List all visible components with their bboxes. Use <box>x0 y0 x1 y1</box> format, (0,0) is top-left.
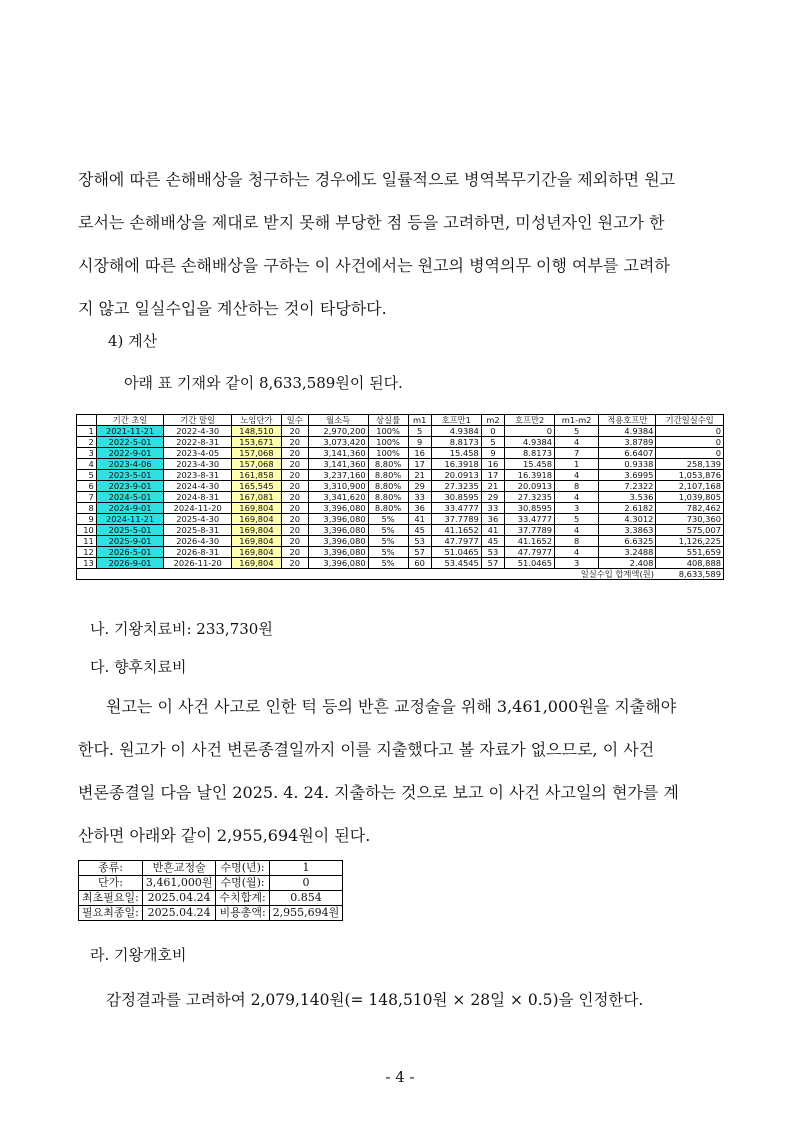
table-cell: 2021-11-21 <box>96 426 164 437</box>
table-cell: 2026-4-30 <box>164 536 232 547</box>
table-cell: 6.6407 <box>599 448 656 459</box>
table-cell: 2025-5-01 <box>96 525 164 536</box>
table-cell: 1 <box>555 459 599 470</box>
table-cell: 4 <box>555 525 599 536</box>
text-line: 원고는 이 사건 사고로 인한 턱 등의 반흔 교정술을 위해 3,461,000원을 지출해야 <box>106 697 677 716</box>
table-cell: 0 <box>656 426 724 437</box>
table-cell: 169,804 <box>231 558 281 569</box>
table-cell: 2024-11-20 <box>164 503 232 514</box>
table-cell: 5 <box>555 514 599 525</box>
section-da: 다. 향후치료비 <box>90 658 187 676</box>
table-cell: 258,139 <box>656 459 724 470</box>
table-cell: 2026-5-01 <box>96 547 164 558</box>
table-row <box>77 481 724 492</box>
table-cell: 8.80% <box>368 470 408 481</box>
table-cell: 3,396,080 <box>308 558 368 569</box>
col-header: 상실률 <box>368 415 408 426</box>
table-cell: 2023-4-30 <box>164 459 232 470</box>
table-cell: 20 <box>281 459 308 470</box>
table-row <box>77 459 724 470</box>
col-header: 호프만1 <box>431 415 481 426</box>
table-cell: 0 <box>481 426 504 437</box>
table-cell: 30.8595 <box>505 503 555 514</box>
table-cell: 20 <box>281 525 308 536</box>
table-row <box>79 861 343 876</box>
table-cell: 169,804 <box>231 514 281 525</box>
table-cell: 최초필요일: <box>79 891 143 906</box>
table-cell: 1,126,225 <box>656 536 724 547</box>
paragraph-future-treatment <box>78 685 718 857</box>
table-cell: 16.3918 <box>505 470 555 481</box>
text-line: 장해에 따른 손해배상을 청구하는 경우에도 일률적으로 병역복무기간을 제외하면 원고 <box>78 170 676 189</box>
text-line: 한다. 원고가 이 사건 변론종결일까지 이를 지출했다고 볼 자료가 없으므로, 이 사건 <box>78 740 655 759</box>
table-cell: 2025-9-01 <box>96 536 164 547</box>
table-cell: 53.4545 <box>431 558 481 569</box>
table-cell: 8.80% <box>368 459 408 470</box>
table-cell: 3,073,420 <box>308 437 368 448</box>
table-cell: 0 <box>656 448 724 459</box>
table-cell: 2024-4-30 <box>164 481 232 492</box>
table-row <box>77 547 724 558</box>
table-row <box>77 503 724 514</box>
table-cell: 3.8789 <box>599 437 656 448</box>
table-cell: 6.6325 <box>599 536 656 547</box>
table-cell: 45 <box>408 525 431 536</box>
table-cell: 3.3863 <box>599 525 656 536</box>
table-cell: 1,053,876 <box>656 470 724 481</box>
table-cell: 33 <box>408 492 431 503</box>
table-cell: 16 <box>408 448 431 459</box>
paragraph-continuation <box>78 158 718 330</box>
table-cell: 3.6995 <box>599 470 656 481</box>
table-cell: 27.3235 <box>431 481 481 492</box>
table-cell: 2026-9-01 <box>96 558 164 569</box>
table-cell: 2024-11-21 <box>96 514 164 525</box>
table-cell: 29 <box>481 492 504 503</box>
table-cell: 37.7789 <box>505 525 555 536</box>
table-row <box>77 514 724 525</box>
table-cell: 8.8173 <box>505 448 555 459</box>
table-cell: 2022-4-30 <box>164 426 232 437</box>
table-cell: 17 <box>481 470 504 481</box>
table-cell: 3 <box>77 448 97 459</box>
table-cell: 20 <box>281 558 308 569</box>
table-cell: 1 <box>269 861 343 876</box>
table-row <box>79 906 343 921</box>
table-cell: 2026-11-20 <box>164 558 232 569</box>
table-cell: 0 <box>505 426 555 437</box>
table-cell: 5% <box>368 525 408 536</box>
table-cell: 41.1652 <box>505 536 555 547</box>
table-cell: 29 <box>408 481 431 492</box>
table-cell: 2025-4-30 <box>164 514 232 525</box>
col-header: 기간 초일 <box>96 415 164 426</box>
table-cell: 57 <box>481 558 504 569</box>
table-cell: 33 <box>481 503 504 514</box>
table-cell: 5% <box>368 536 408 547</box>
table-cell: 2024-5-01 <box>96 492 164 503</box>
calc-heading: 4) 계산 <box>108 332 158 350</box>
table-cell: 0.9338 <box>599 459 656 470</box>
table-cell: 20 <box>281 503 308 514</box>
lost-income-table <box>76 414 724 580</box>
table-cell: 169,804 <box>231 547 281 558</box>
col-header: m2 <box>481 415 504 426</box>
col-header: 기간 말일 <box>164 415 232 426</box>
table-cell: 2 <box>77 437 97 448</box>
table-cell: 8.80% <box>368 492 408 503</box>
table-cell: 53 <box>481 547 504 558</box>
table-cell: 비용총액: <box>216 906 269 921</box>
table-cell: 5% <box>368 514 408 525</box>
table-cell: 3,141,360 <box>308 459 368 470</box>
table-cell: 16.3918 <box>431 459 481 470</box>
table-cell: 10 <box>77 525 97 536</box>
table-cell: 45 <box>481 536 504 547</box>
table-cell: 2025.04.24 <box>142 906 216 921</box>
table-cell: 2,107,168 <box>656 481 724 492</box>
table-cell: 9 <box>77 514 97 525</box>
table-cell: 4.9384 <box>431 426 481 437</box>
table-cell: 5% <box>368 547 408 558</box>
table-cell: 15.458 <box>431 448 481 459</box>
table-cell: 0 <box>656 437 724 448</box>
table-cell: 2.6182 <box>599 503 656 514</box>
table-cell: 5 <box>481 437 504 448</box>
table-cell: 41 <box>408 514 431 525</box>
col-header: 일수 <box>281 415 308 426</box>
table-cell: 9 <box>408 437 431 448</box>
col-header: 기간일실수입 <box>656 415 724 426</box>
table-cell: 165,545 <box>231 481 281 492</box>
table-cell: 2022-5-01 <box>96 437 164 448</box>
col-header <box>77 415 97 426</box>
table-cell: 41 <box>481 525 504 536</box>
table-cell: 17 <box>408 459 431 470</box>
table-cell: 3,396,080 <box>308 514 368 525</box>
section-ra: 라. 기왕개호비 <box>90 946 187 964</box>
table-cell: 5% <box>368 558 408 569</box>
table-cell: 20 <box>281 437 308 448</box>
table-cell: 575,007 <box>656 525 724 536</box>
table-cell: 4.3012 <box>599 514 656 525</box>
table-cell: 9 <box>481 448 504 459</box>
table-row <box>77 525 724 536</box>
text-line: 시장해에 따른 손해배상을 구하는 이 사건에서는 원고의 병역의무 이행 여부를 고려하 <box>78 256 670 275</box>
table-cell: 8.8173 <box>431 437 481 448</box>
future-treatment-table <box>78 860 343 921</box>
table-cell: 169,804 <box>231 525 281 536</box>
table-cell: 수명(년): <box>216 861 269 876</box>
table-cell: 필요최종일: <box>79 906 143 921</box>
table-cell: 8 <box>77 503 97 514</box>
col-header: m1 <box>408 415 431 426</box>
table-cell: 2024-9-01 <box>96 503 164 514</box>
table-cell: 13 <box>77 558 97 569</box>
col-header: m1-m2 <box>555 415 599 426</box>
table-cell: 2.408 <box>599 558 656 569</box>
table-cell: 2022-8-31 <box>164 437 232 448</box>
table-cell: 100% <box>368 426 408 437</box>
table-cell: 153,671 <box>231 437 281 448</box>
table-cell: 4 <box>555 492 599 503</box>
table-row <box>79 891 343 906</box>
text-line: 변론종결일 다음 날인 2025. 4. 24. 지출하는 것으로 보고 이 사건 사고일의 현가를 계 <box>78 783 679 802</box>
table-cell: 3.2488 <box>599 547 656 558</box>
table-cell: 47.7977 <box>431 536 481 547</box>
table-cell: 7 <box>77 492 97 503</box>
table-cell: 5 <box>555 426 599 437</box>
table-row <box>79 876 343 891</box>
table-cell: 8.80% <box>368 481 408 492</box>
table-cell: 1,039,805 <box>656 492 724 503</box>
table-cell: 6 <box>77 481 97 492</box>
table-cell: 21 <box>408 470 431 481</box>
table-cell: 2023-9-01 <box>96 481 164 492</box>
table-cell: 2025.04.24 <box>142 891 216 906</box>
col-header: 월소득 <box>308 415 368 426</box>
table-cell: 148,510 <box>231 426 281 437</box>
table-row <box>77 536 724 547</box>
table-cell: 수명(월): <box>216 876 269 891</box>
table-cell: 2023-5-01 <box>96 470 164 481</box>
table-header-row <box>77 415 724 426</box>
table-cell: 37.7789 <box>431 514 481 525</box>
table-cell: 157,068 <box>231 448 281 459</box>
table-cell: 2024-8-31 <box>164 492 232 503</box>
table-cell: 15.458 <box>505 459 555 470</box>
table-cell: 41.1652 <box>431 525 481 536</box>
table-cell: 11 <box>77 536 97 547</box>
table-cell: 3,461,000원 <box>142 876 216 891</box>
text-line: 지 않고 일실수입을 계산하는 것이 타당하다. <box>78 299 387 318</box>
table-cell: 30.8595 <box>431 492 481 503</box>
table-row <box>77 558 724 569</box>
table-cell: 2025-8-31 <box>164 525 232 536</box>
table-cell: 51.0465 <box>431 547 481 558</box>
table-cell: 2,970,200 <box>308 426 368 437</box>
table-cell: 5 <box>77 470 97 481</box>
table-cell: 57 <box>408 547 431 558</box>
paragraph-nursing-cost: 감정결과를 고려하여 2,079,140원(= 148,510원 × 28일 × 0.5)을 인정한다. <box>106 991 644 1009</box>
table-cell: 730,360 <box>656 514 724 525</box>
total-row <box>77 569 724 580</box>
table-cell: 51.0465 <box>505 558 555 569</box>
table-cell: 2,955,694원 <box>269 906 343 921</box>
page-number: - 4 - <box>385 1068 415 1086</box>
table-cell: 반흔교정술 <box>142 861 216 876</box>
calc-intro: 아래 표 기재와 같이 8,633,589원이 된다. <box>124 374 403 392</box>
table-cell: 3,396,080 <box>308 503 368 514</box>
table-cell: 27.3235 <box>505 492 555 503</box>
table-cell: 53 <box>408 536 431 547</box>
col-header: 노임단가 <box>231 415 281 426</box>
table-cell: 0.854 <box>269 891 343 906</box>
table-cell: 161,858 <box>231 470 281 481</box>
table-cell: 1 <box>77 426 97 437</box>
table-cell: 3,310,900 <box>308 481 368 492</box>
table-cell: 8 <box>555 536 599 547</box>
table-cell: 167,081 <box>231 492 281 503</box>
table-cell: 20 <box>281 492 308 503</box>
text-line: 로서는 손해배상을 제대로 받지 못해 부당한 점 등을 고려하면, 미성년자인 원고가 한 <box>78 213 665 232</box>
table-cell: 33.4777 <box>431 503 481 514</box>
table-cell: 20 <box>281 448 308 459</box>
section-na: 나. 기왕치료비: 233,730원 <box>90 620 273 638</box>
table-cell: 2022-9-01 <box>96 448 164 459</box>
table-cell: 551,659 <box>656 547 724 558</box>
table-row <box>77 448 724 459</box>
table-cell: 3,141,360 <box>308 448 368 459</box>
table-row <box>77 470 724 481</box>
table-cell: 60 <box>408 558 431 569</box>
table-cell: 종류: <box>79 861 143 876</box>
table-cell: 36 <box>481 514 504 525</box>
table-cell: 21 <box>481 481 504 492</box>
table-cell: 2023-4-06 <box>96 459 164 470</box>
text-line: 산하면 아래와 같이 2,955,694원이 된다. <box>78 826 371 845</box>
total-label: 일실수입 합계액(원) <box>77 569 656 580</box>
table-cell: 3,341,620 <box>308 492 368 503</box>
table-cell: 2026-8-31 <box>164 547 232 558</box>
table-cell: 7 <box>555 448 599 459</box>
table-cell: 단가: <box>79 876 143 891</box>
table-cell: 20 <box>281 470 308 481</box>
table-cell: 3.536 <box>599 492 656 503</box>
table-cell: 3,396,080 <box>308 536 368 547</box>
table-cell: 20.0913 <box>505 481 555 492</box>
col-header: 호프만2 <box>505 415 555 426</box>
table-row <box>77 426 724 437</box>
table-cell: 2023-4-05 <box>164 448 232 459</box>
table-cell: 3,396,080 <box>308 525 368 536</box>
table-cell: 16 <box>481 459 504 470</box>
table-cell: 8 <box>555 481 599 492</box>
table-cell: 4 <box>555 547 599 558</box>
table-cell: 20 <box>281 481 308 492</box>
table-cell: 20.0913 <box>431 470 481 481</box>
table-cell: 100% <box>368 448 408 459</box>
table-cell: 7.2322 <box>599 481 656 492</box>
table-cell: 4 <box>77 459 97 470</box>
table-cell: 4.9384 <box>599 426 656 437</box>
total-value: 8,633,589 <box>656 569 724 580</box>
table-cell: 33.4777 <box>505 514 555 525</box>
table-cell: 3 <box>555 558 599 569</box>
table-cell: 4.9384 <box>505 437 555 448</box>
table-cell: 20 <box>281 536 308 547</box>
table-cell: 100% <box>368 437 408 448</box>
table-cell: 157,068 <box>231 459 281 470</box>
table-cell: 20 <box>281 514 308 525</box>
table-cell: 47.7977 <box>505 547 555 558</box>
table-cell: 169,804 <box>231 503 281 514</box>
col-header: 적용호프만 <box>599 415 656 426</box>
table-cell: 20 <box>281 547 308 558</box>
table-row <box>77 437 724 448</box>
table-cell: 782,462 <box>656 503 724 514</box>
table-cell: 3,237,160 <box>308 470 368 481</box>
table-cell: 4 <box>555 470 599 481</box>
table-cell: 169,804 <box>231 536 281 547</box>
table-cell: 4 <box>555 437 599 448</box>
table-cell: 8.80% <box>368 503 408 514</box>
table-cell: 3,396,080 <box>308 547 368 558</box>
table-cell: 408,888 <box>656 558 724 569</box>
table-cell: 20 <box>281 426 308 437</box>
table-row <box>77 492 724 503</box>
table-cell: 수치합계: <box>216 891 269 906</box>
table-cell: 12 <box>77 547 97 558</box>
table-cell: 36 <box>408 503 431 514</box>
table-cell: 5 <box>408 426 431 437</box>
table-cell: 3 <box>555 503 599 514</box>
table-cell: 0 <box>269 876 343 891</box>
table-cell: 2023-8-31 <box>164 470 232 481</box>
